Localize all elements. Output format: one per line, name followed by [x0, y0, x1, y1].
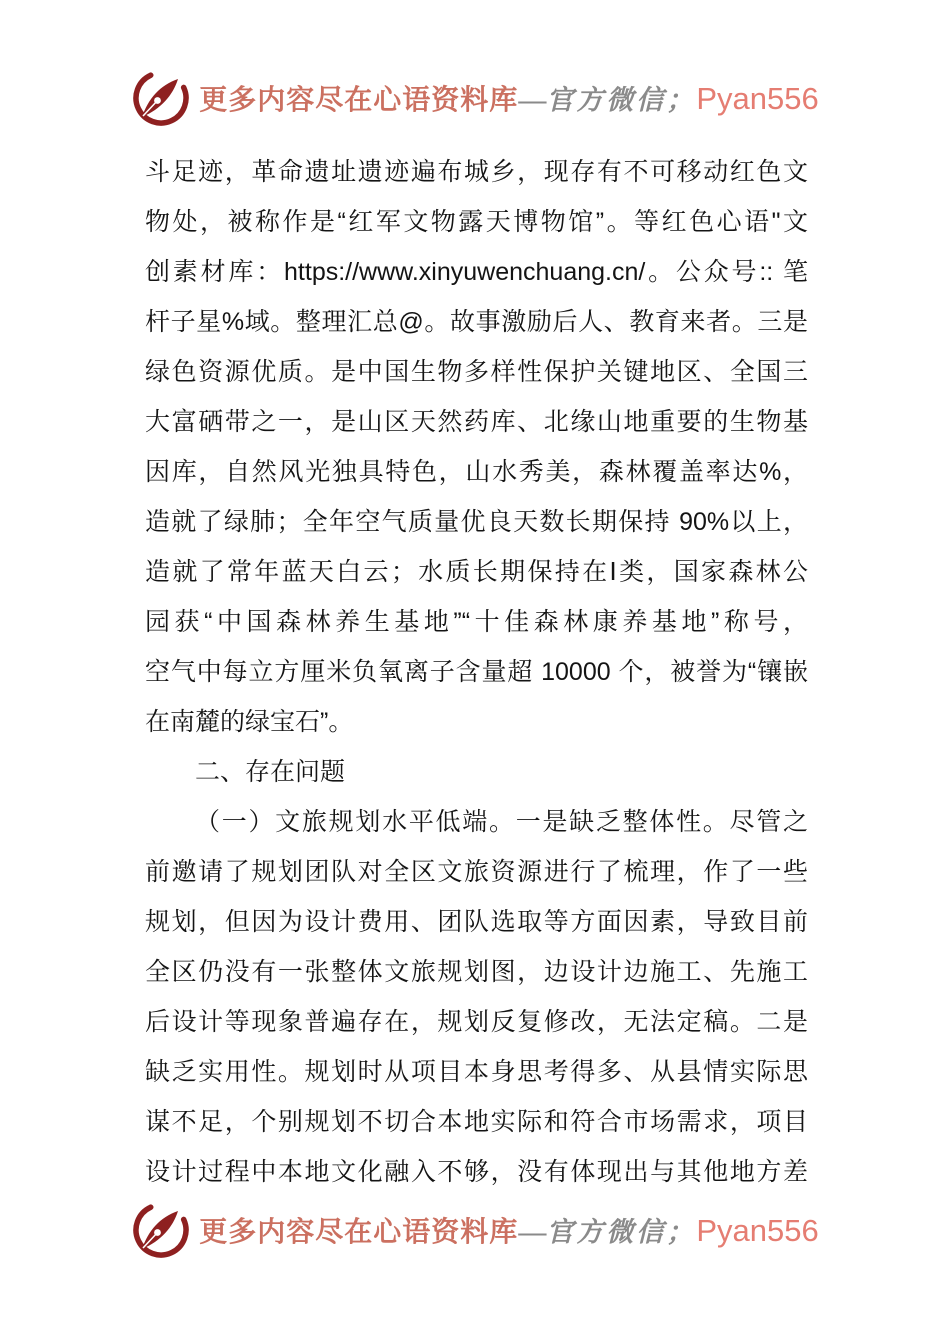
text-line: 空气中每立方厘米负氧离子含量超 10000 个，被誉为“镶嵌: [145, 658, 808, 686]
text-line: 设计过程中本地文化融入不够，没有体现出与其他地方差: [145, 1158, 808, 1186]
header-watermark: [0, 68, 950, 128]
watermark-wechat-label: 官方微信；: [546, 85, 697, 115]
text-line: 造就了常年蓝天白云；水质长期保持在Ⅰ类，国家森林公: [145, 558, 808, 586]
text-line: （一）文旅规划水平低端。一是缺乏整体性。尽管之: [195, 808, 808, 836]
text-line: 因库，自然风光独具特色，山水秀美，森林覆盖率达%，: [145, 458, 808, 486]
text-line: 规划，但因为设计费用、团队选取等方面因素，导致目前: [145, 908, 808, 936]
text-line: 二、存在问题: [195, 758, 346, 786]
text-line: 大富硒带之一，是山区天然药库、北缘山地重要的生物基: [145, 408, 808, 436]
watermark-text: [199, 78, 818, 118]
pen-nib-circle-icon: [131, 1200, 191, 1260]
watermark-brand-text: 更多内容尽在心语资料库: [199, 1217, 519, 1248]
watermark-wechat-id: Pyan556: [696, 1213, 819, 1248]
text-line: 斗足迹，革命遗址遗迹遍布城乡，现存有不可移动红色文: [145, 158, 808, 186]
text-line: 杆子星%域。整理汇总@。故事激励后人、教育来者。三是: [145, 308, 808, 336]
document-body: [145, 147, 808, 1197]
text-line: 后设计等现象普遍存在，规划反复修改，无法定稿。二是: [145, 1008, 808, 1036]
text-line: 绿色资源优质。是中国生物多样性保护关键地区、全国三: [145, 358, 808, 386]
watermark-wechat-id: Pyan556: [696, 81, 819, 116]
text-line: 物处，被称作是“红军文物露天博物馆”。等红色心语"文: [145, 208, 808, 236]
watermark-dash: —: [518, 85, 547, 116]
watermark-text: [199, 1210, 818, 1250]
text-line: 前邀请了规划团队对全区文旅资源进行了梳理，作了一些: [145, 858, 808, 886]
pen-nib-circle-icon: [131, 68, 191, 128]
text-line: 全区仍没有一张整体文旅规划图，边设计边施工、先施工: [145, 958, 808, 986]
text-line: 谋不足，个别规划不切合本地实际和符合市场需求，项目: [145, 1108, 808, 1136]
text-line: 在南麓的绿宝石”。: [145, 708, 354, 736]
watermark-brand-text: 更多内容尽在心语资料库: [199, 85, 519, 116]
text-line: 造就了绿肺；全年空气质量优良天数长期保持 90%以上，: [145, 508, 808, 536]
text-line: 缺乏实用性。规划时从项目本身思考得多、从县情实际思: [145, 1058, 808, 1086]
watermark-dash: —: [518, 1217, 547, 1248]
text-line: 创素材库：https://www.xinyuwenchuang.cn/。公众号:: 笔: [145, 258, 808, 286]
footer-watermark: [0, 1200, 950, 1260]
text-line: 园获“中国森林养生基地”“十佳森林康养基地”称号，: [145, 608, 808, 636]
watermark-wechat-label: 官方微信；: [546, 1217, 697, 1247]
